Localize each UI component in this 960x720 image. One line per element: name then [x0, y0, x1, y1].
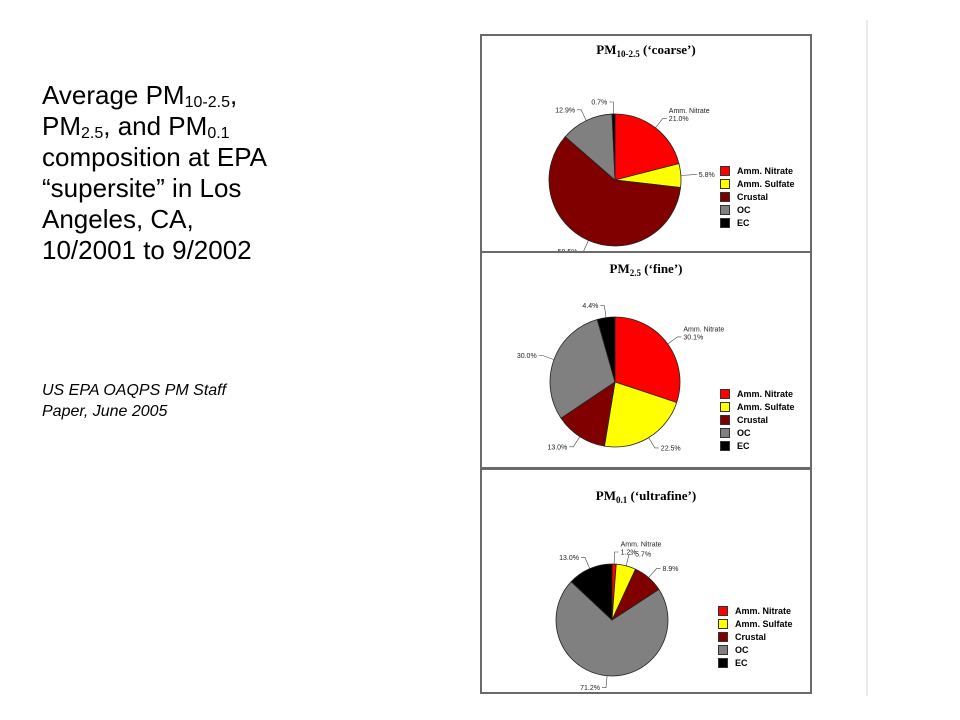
legend-swatch-oc	[720, 205, 730, 215]
data-label-ec-fine: 4.4%	[582, 303, 599, 311]
heading-line-4: “supersite” in Los	[42, 173, 242, 203]
legend-label-crustal: Crustal	[735, 631, 767, 642]
legend-item-amm-sulfate-coarse	[720, 177, 795, 190]
leader-line-amm-sulfate-fine	[649, 438, 659, 448]
legend-label-oc: OC	[737, 427, 751, 438]
chart-title-coarse: $PM_{10-2.5}$ (‘coarse’)	[596, 42, 696, 59]
legend-item-oc-ultrafine	[718, 643, 793, 656]
citation-line-2: Paper, June 2005	[42, 403, 168, 420]
legend-item-amm-sulfate-ultrafine	[718, 617, 793, 630]
data-label-amm-nitrate-coarse: Amm. Nitrate 21.0%	[668, 107, 710, 123]
main-heading	[42, 80, 442, 266]
leader-line-oc-fine	[539, 356, 554, 360]
leader-line-crustal-fine	[569, 437, 580, 447]
data-label-amm-nitrate-ultrafine: Amm. Nitrate 1.2%	[620, 541, 662, 557]
legend-label-ec: EC	[737, 217, 750, 228]
heading-line-2: $PM_{2.5}$, and $PM_{0.1}$	[42, 111, 230, 142]
leader-line-amm-nitrate-fine	[668, 337, 682, 344]
legend-item-amm-nitrate-fine	[720, 387, 795, 400]
leader-line-crustal-coarse	[580, 240, 589, 251]
chart-legend-ultrafine	[718, 604, 793, 669]
legend-label-ec: EC	[737, 440, 750, 451]
leader-line-oc-coarse	[577, 110, 586, 121]
legend-swatch-ec	[718, 658, 728, 668]
legend-label-amm-sulfate: Amm. Sulfate	[735, 618, 793, 629]
data-label-amm-sulfate-ultrafine: 5.7%	[635, 551, 652, 559]
legend-swatch-ec	[720, 218, 730, 228]
chart-title-ultrafine: $PM_{0.1}$ (‘ultrafine’)	[595, 488, 697, 505]
data-label-ec-ultrafine: 13.0%	[559, 555, 579, 563]
citation	[42, 380, 342, 422]
legend-swatch-ec	[720, 441, 730, 451]
citation-line-1: US EPA OAQPS PM Staff	[42, 382, 227, 399]
description-block	[42, 80, 442, 266]
legend-label-amm-sulfate: Amm. Sulfate	[737, 178, 795, 189]
leader-line-crustal-ultrafine	[649, 569, 661, 578]
legend-item-ec-ultrafine	[718, 656, 793, 669]
legend-label-crustal: Crustal	[737, 414, 769, 425]
chart-legend-coarse	[720, 164, 795, 229]
legend-label-crustal: Crustal	[737, 191, 769, 202]
heading-line-1: Average $PM_{10-2.5}$,	[42, 80, 238, 111]
leader-line-ec-fine	[600, 306, 606, 318]
legend-swatch-amm-nitrate	[718, 606, 728, 616]
leader-line-oc-ultrafine	[602, 676, 607, 688]
heading-line-3: composition at EPA	[42, 142, 267, 172]
legend-label-oc: OC	[737, 204, 751, 215]
legend-item-crustal-coarse	[720, 190, 795, 203]
chart-panel-fine	[480, 251, 812, 469]
legend-label-amm-nitrate: Amm. Nitrate	[737, 388, 794, 399]
heading-line-5: Angeles, CA,	[42, 204, 194, 234]
data-label-crustal-fine: 13.0%	[547, 444, 568, 452]
leader-line-ec-ultrafine	[581, 558, 590, 569]
divider-line	[866, 20, 868, 696]
legend-label-amm-nitrate: Amm. Nitrate	[735, 605, 792, 616]
legend-label-ec: EC	[735, 657, 748, 668]
legend-label-amm-nitrate: Amm. Nitrate	[737, 165, 794, 176]
data-label-oc-ultrafine: 71.2%	[580, 685, 600, 693]
legend-item-oc-coarse	[720, 203, 795, 216]
chart-panel-ultrafine	[480, 468, 812, 694]
legend-label-oc: OC	[735, 644, 749, 655]
data-label-amm-sulfate-coarse: 5.8%	[698, 172, 715, 180]
data-label-amm-nitrate-fine: Amm. Nitrate 30.1%	[683, 326, 725, 342]
legend-swatch-amm-nitrate	[720, 389, 730, 399]
legend-swatch-oc	[720, 428, 730, 438]
leader-line-amm-sulfate-coarse	[681, 175, 697, 176]
heading-line-6: 10/2001 to 9/2002	[42, 235, 252, 265]
data-label-crustal-ultrafine: 8.9%	[662, 566, 679, 574]
data-label-oc-coarse: 12.9%	[555, 107, 576, 115]
legend-swatch-amm-nitrate	[720, 166, 730, 176]
legend-swatch-amm-sulfate	[718, 619, 728, 629]
legend-label-amm-sulfate: Amm. Sulfate	[737, 401, 795, 412]
legend-item-crustal-fine	[720, 413, 795, 426]
legend-item-oc-fine	[720, 426, 795, 439]
chart-title-fine: $PM_{2.5}$ (‘fine’)	[609, 261, 683, 278]
legend-item-amm-nitrate-ultrafine	[718, 604, 793, 617]
legend-swatch-amm-sulfate	[720, 402, 730, 412]
data-label-ec-coarse: 0.7%	[591, 99, 608, 107]
legend-item-amm-sulfate-fine	[720, 400, 795, 413]
leader-line-amm-nitrate-coarse	[656, 118, 667, 128]
legend-swatch-oc	[718, 645, 728, 655]
data-label-amm-sulfate-fine: 22.5%	[660, 445, 681, 453]
legend-swatch-crustal	[718, 632, 728, 642]
legend-swatch-crustal	[720, 415, 730, 425]
legend-item-ec-coarse	[720, 216, 795, 229]
chart-panel-coarse	[480, 34, 812, 256]
data-label-oc-fine: 30.0%	[516, 353, 537, 360]
legend-swatch-amm-sulfate	[720, 179, 730, 189]
legend-swatch-crustal	[720, 192, 730, 202]
leader-line-ec-coarse	[609, 102, 613, 114]
legend-item-ec-fine	[720, 439, 795, 452]
legend-item-crustal-ultrafine	[718, 630, 793, 643]
chart-legend-fine	[720, 387, 795, 452]
leader-line-amm-nitrate-ultrafine	[614, 552, 619, 564]
legend-item-amm-nitrate-coarse	[720, 164, 795, 177]
